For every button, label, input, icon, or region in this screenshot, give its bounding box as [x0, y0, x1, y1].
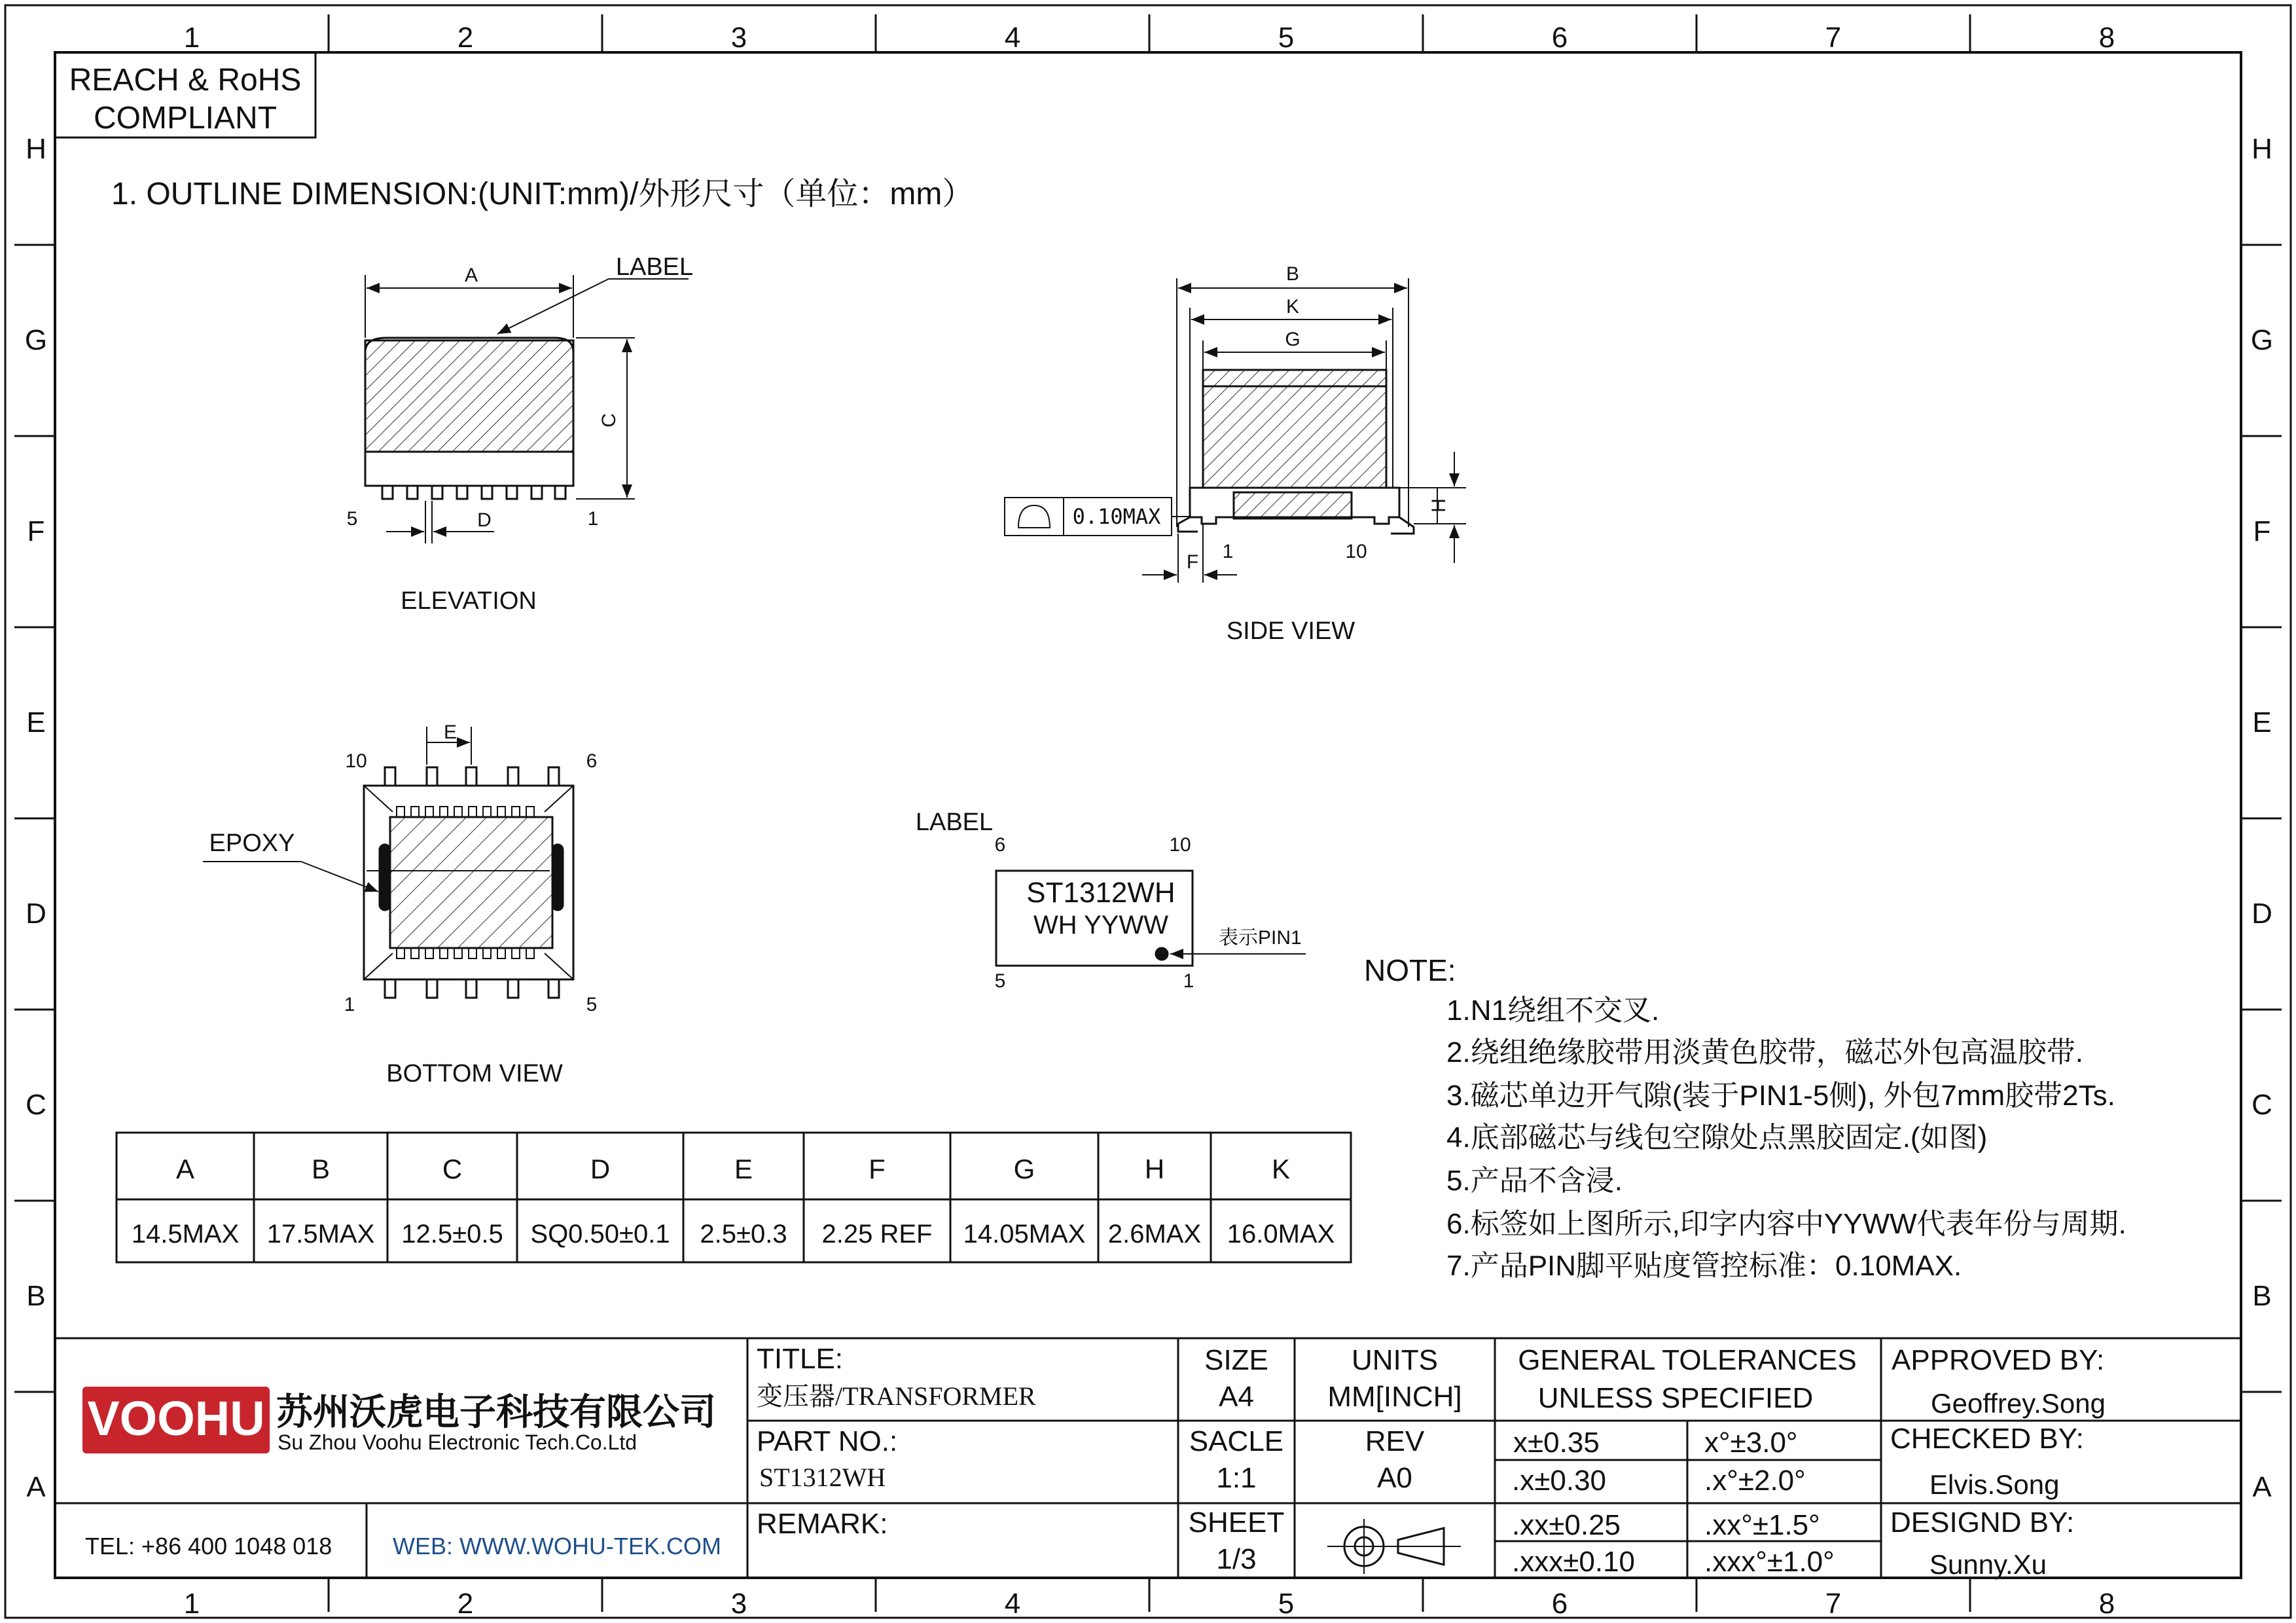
row-label: C [2251, 1089, 2272, 1121]
compliance-line2: COMPLIANT [93, 101, 278, 136]
table-cell: SQ0.50±0.1 [530, 1220, 670, 1249]
tol-title-2: UNLESS SPECIFIED [1537, 1382, 1814, 1414]
section-title: 1. OUTLINE DIMENSION:(UNIT:mm)/外形尺寸（单位：mm） [111, 177, 974, 211]
rev-value: A0 [1377, 1462, 1412, 1494]
table-cell: 12.5±0.5 [401, 1220, 503, 1249]
table-header: E [734, 1154, 753, 1184]
elevation-base [365, 452, 573, 486]
table-cell: 14.05MAX [963, 1220, 1086, 1249]
side-view-title: SIDE VIEW [1226, 617, 1355, 645]
tol-linear: .xx±0.25 [1512, 1509, 1621, 1541]
col-label: 4 [1004, 22, 1021, 54]
elevation-pins [382, 486, 565, 499]
tol-linear: .x±0.30 [1512, 1465, 1607, 1497]
row-label: B [26, 1280, 46, 1312]
dim-d-label: D [477, 509, 492, 531]
row-label: F [2253, 515, 2271, 547]
row-label: F [27, 515, 45, 547]
title-value: 变压器/TRANSFORMER [757, 1381, 1036, 1411]
row-label: C [26, 1089, 46, 1121]
elevation-pin-5: 5 [346, 508, 358, 530]
scale-label: SACLE [1189, 1425, 1284, 1457]
row-label: G [2250, 324, 2274, 356]
col-label: 6 [1551, 1588, 1568, 1620]
col-label: 1 [183, 1588, 200, 1620]
col-label: 7 [1825, 1588, 1842, 1620]
col-label: 6 [1551, 22, 1568, 54]
tol-angular: x°±3.0° [1704, 1427, 1798, 1459]
table-header: D [590, 1154, 611, 1184]
side-coil [1203, 370, 1386, 488]
title-label: TITLE: [757, 1343, 844, 1375]
sheet-value: 1/3 [1216, 1543, 1257, 1575]
scale-value: 1:1 [1216, 1462, 1257, 1494]
bottom-pins-top [385, 767, 559, 786]
table-cell: 17.5MAX [266, 1220, 375, 1249]
note-item: 2.绕组绝缘胶带用淡黄色胶带，磁芯外包高温胶带. [1446, 1036, 2083, 1068]
note-item: 7.产品PIN脚平贴度管控标准：0.10MAX. [1446, 1250, 1962, 1282]
company-logo [82, 1387, 270, 1453]
flatness-value: 0.10MAX [1072, 504, 1161, 529]
pin1-dot [1156, 948, 1168, 960]
col-label: 7 [1825, 22, 1842, 54]
side-pin-1: 1 [1222, 541, 1234, 562]
label-leader [497, 279, 609, 334]
bottom-pin-1: 1 [344, 994, 355, 1015]
note-item: 3.磁芯单边开气隙(装于PIN1-5侧), 外包7mm胶带2Ts. [1446, 1080, 2115, 1112]
elevation-title: ELEVATION [401, 587, 537, 615]
company-name-en: Su Zhou Voohu Electronic Tech.Co.Ltd [278, 1431, 637, 1454]
remark-label: REMARK: [757, 1508, 888, 1540]
col-label: 3 [730, 22, 747, 54]
col-label: 4 [1004, 1588, 1021, 1620]
tol-linear: .xxx±0.10 [1512, 1546, 1636, 1578]
size-label: SIZE [1204, 1344, 1268, 1376]
projection-symbol-icon [1327, 1519, 1461, 1574]
bottom-pin-6: 6 [586, 750, 598, 772]
dim-e-label: E [443, 721, 457, 743]
checked-value: Elvis.Song [1929, 1469, 2060, 1500]
row-label: E [2252, 706, 2272, 739]
approved-value: Geoffrey.Song [1931, 1388, 2106, 1419]
company-web[interactable]: WEB: WWW.WOHU-TEK.COM [393, 1533, 721, 1559]
designed-label: DESIGND BY: [1890, 1506, 2075, 1539]
flatness-icon [1018, 505, 1050, 528]
notes-heading: NOTE: [1364, 953, 1456, 987]
table-header: H [1144, 1154, 1165, 1184]
table-header: C [442, 1154, 463, 1184]
label-callout: LABEL [615, 253, 694, 281]
table-header: F [869, 1154, 886, 1184]
col-label: 1 [183, 22, 200, 54]
label-pin-6: 6 [994, 834, 1006, 856]
part-no-label: PART NO.: [757, 1425, 898, 1457]
elevation-pin-1: 1 [587, 508, 599, 530]
label-pin-1: 1 [1183, 970, 1194, 992]
row-label: B [2252, 1280, 2272, 1312]
bottom-pins-bottom [385, 979, 559, 998]
dim-c-label: C [598, 413, 620, 428]
company-name-cn: 苏州沃虎电子科技有限公司 [276, 1391, 716, 1432]
row-label: G [24, 324, 48, 356]
bottom-view-title: BOTTOM VIEW [386, 1060, 563, 1087]
label-pin-10: 10 [1169, 834, 1191, 856]
label-line1: ST1312WH [1026, 877, 1175, 909]
note-item: 6.标签如上图所示,印字内容中YYWW代表年份与周期. [1446, 1208, 2126, 1240]
epoxy-leader [301, 862, 378, 892]
dim-k-label: K [1285, 296, 1300, 318]
label-caption: LABEL [915, 809, 994, 836]
approved-label: APPROVED BY: [1892, 1344, 2105, 1376]
col-label: 5 [1278, 1588, 1295, 1620]
label-pin-5: 5 [994, 970, 1006, 992]
elevation-label-area [365, 340, 573, 452]
note-item: 5.产品不含浸. [1446, 1165, 1623, 1197]
row-label: A [26, 1471, 46, 1503]
tol-angular: .xxx°±1.0° [1704, 1546, 1835, 1578]
row-label: D [2251, 898, 2272, 930]
table-cell: 14.5MAX [131, 1220, 240, 1249]
label-line2: WH YYWW [1033, 911, 1168, 939]
compliance-line1: REACH & RoHS [69, 63, 302, 98]
epoxy-dot-left [380, 845, 390, 910]
tol-title-1: GENERAL TOLERANCES [1518, 1344, 1857, 1376]
bottom-pin-10: 10 [345, 750, 367, 772]
size-value: A4 [1219, 1381, 1254, 1413]
pin1-note: 表示PIN1 [1219, 927, 1302, 949]
company-tel: TEL: +86 400 1048 018 [85, 1533, 332, 1559]
bottom-coil [390, 817, 552, 948]
compliance-box [55, 52, 315, 137]
bottom-pin-5: 5 [586, 994, 598, 1015]
sheet-label: SHEET [1188, 1506, 1285, 1539]
table-header: G [1013, 1154, 1035, 1184]
col-label: 8 [2098, 1588, 2115, 1620]
units-value: MM[INCH] [1327, 1381, 1462, 1413]
designed-value: Sunny.Xu [1929, 1549, 2047, 1580]
tol-angular: .x°±2.0° [1704, 1465, 1806, 1497]
checked-label: CHECKED BY: [1890, 1423, 2084, 1455]
dim-a-label: A [464, 264, 478, 286]
table-header: A [175, 1154, 195, 1184]
dimension-table-values [132, 1220, 1335, 1249]
dim-b-label: B [1285, 263, 1300, 285]
elevation-view [365, 275, 689, 543]
row-label: H [26, 133, 46, 165]
epoxy-callout: EPOXY [209, 830, 295, 857]
note-item: 4.底部磁芯与线包空隙处点黑胶固定.(如图) [1446, 1122, 1988, 1154]
rev-label: REV [1365, 1425, 1425, 1457]
table-cell: 2.5±0.3 [700, 1220, 787, 1249]
table-cell: 2.6MAX [1107, 1220, 1202, 1249]
note-item: 1.N1绕组不交叉. [1446, 994, 1660, 1027]
col-label: 5 [1278, 22, 1295, 54]
col-label: 3 [730, 1588, 747, 1620]
dim-g-label: G [1285, 329, 1300, 350]
row-label: E [26, 706, 46, 739]
row-label: D [26, 898, 46, 930]
units-label: UNITS [1352, 1344, 1438, 1376]
row-label: A [2252, 1471, 2272, 1503]
col-label: 8 [2098, 22, 2115, 54]
row-label: H [2251, 133, 2272, 165]
epoxy-dot-right [552, 845, 563, 910]
table-cell: 16.0MAX [1227, 1220, 1335, 1249]
dimension-table-headers [176, 1154, 1290, 1184]
table-header: K [1271, 1154, 1291, 1184]
tol-linear: x±0.35 [1513, 1427, 1600, 1459]
dim-h-label: H [1428, 498, 1450, 513]
table-header: B [311, 1154, 331, 1184]
side-pin-10: 10 [1345, 541, 1367, 562]
table-cell: 2.25 REF [821, 1220, 933, 1249]
side-view [1005, 278, 1466, 583]
notes [1364, 953, 2126, 1282]
dim-f-label: F [1186, 551, 1199, 573]
col-label: 2 [457, 1588, 474, 1620]
part-no-value: ST1312WH [759, 1463, 886, 1492]
bottom-view [203, 727, 573, 998]
tol-angular: .xx°±1.5° [1704, 1509, 1820, 1541]
logo-text: VOOHU [87, 1391, 265, 1446]
col-label: 2 [457, 22, 474, 54]
